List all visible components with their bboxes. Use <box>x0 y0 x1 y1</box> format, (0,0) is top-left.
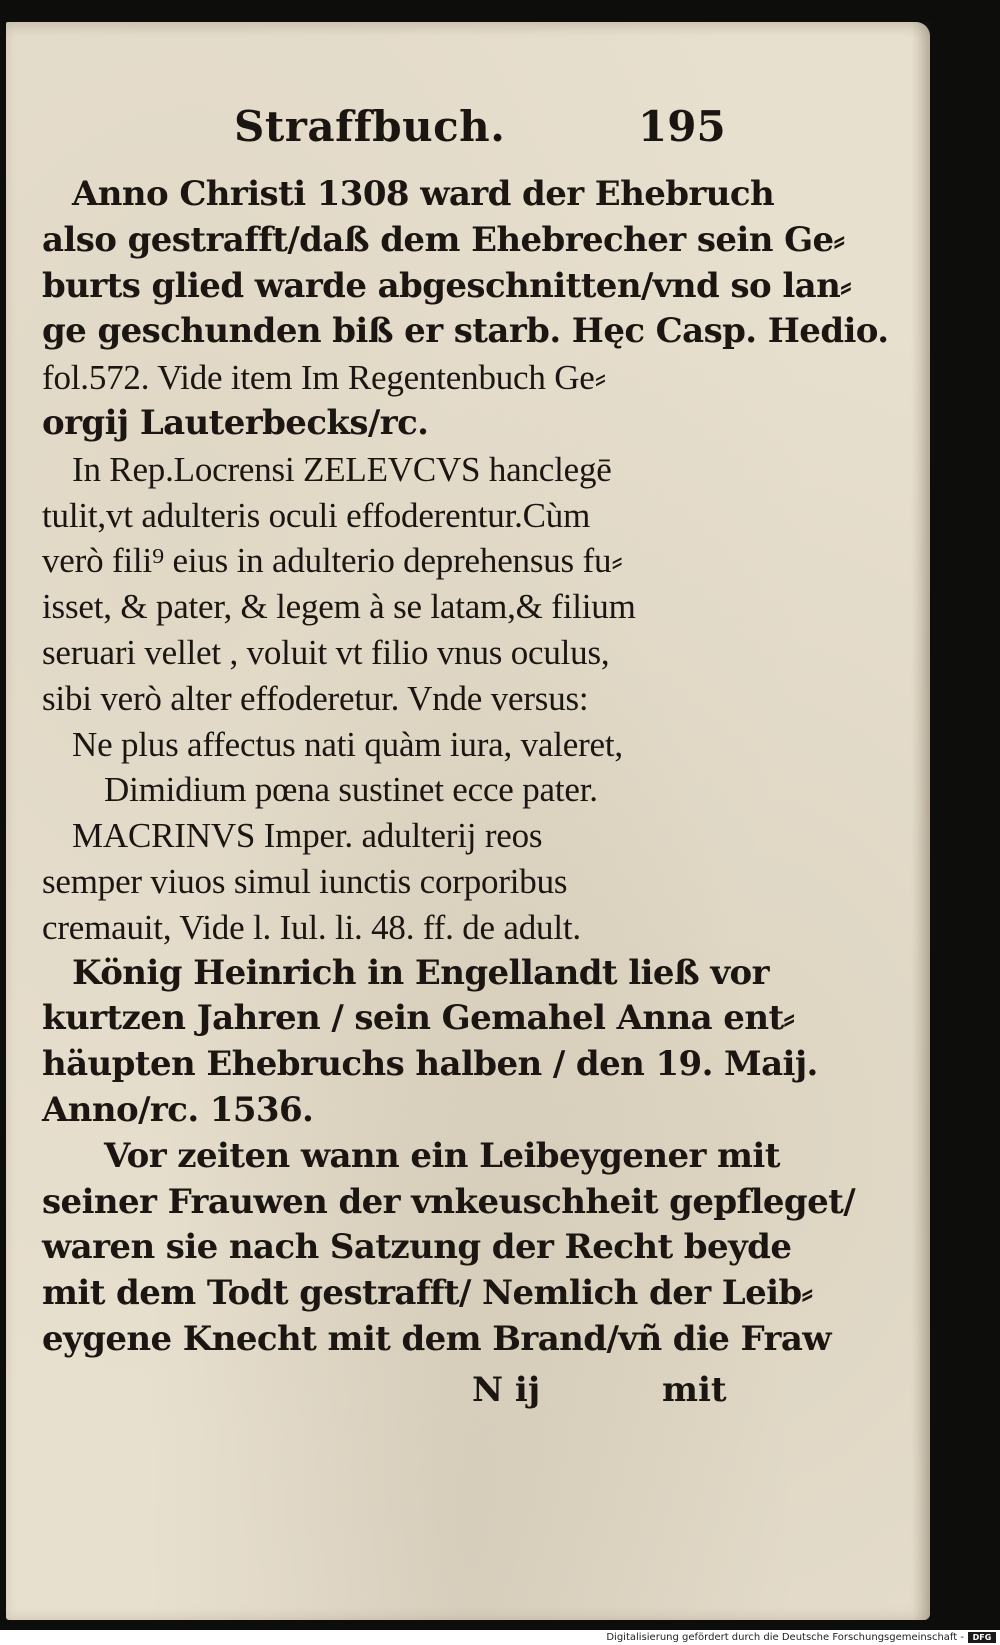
text-line: isset, & pater, & legem à se latam,& filium <box>42 587 636 627</box>
dfg-logo: DFG <box>968 1632 996 1643</box>
text-line: sibi verò alter effoderetur. Vnde versus: <box>42 678 589 718</box>
digitization-credit: Digitalisierung gefördert durch die Deutsche Forschungsgemeinschaft - <box>606 1632 964 1643</box>
catchword: mit <box>662 1370 727 1410</box>
text-line: waren sie nach Satzung der Recht beyde <box>42 1227 792 1268</box>
text-line: Dimidium pœna sustinet ecce pater. <box>104 770 598 810</box>
page-edge-shadow <box>912 22 930 1620</box>
digitization-footer <box>0 1630 1000 1645</box>
text-line: seruari vellet , voluit vt filio vnus oculus, <box>42 632 610 672</box>
book-page <box>6 22 930 1620</box>
text-line: häupten Ehebruchs halben / den 19. Maij. <box>42 1044 818 1085</box>
signature-mark: N ij <box>472 1370 541 1410</box>
text-line: Anno/rc. 1536. <box>42 1089 314 1130</box>
text-line: Anno Christi 1308 ward der Ehebruch <box>72 174 775 214</box>
text-line: eygene Knecht mit dem Brand/vñ die Fraw <box>42 1318 831 1359</box>
body-text <box>42 172 889 1363</box>
text-line: ge geschunden biß er starb. Hęc Casp. Hedio. <box>42 311 889 352</box>
text-line: cremauit, Vide l. Iul. li. 48. ff. de adult. <box>42 907 581 947</box>
text-line: also gestrafft/daß dem Ehebrecher sein Ge⸗ <box>42 219 845 260</box>
text-line: kurtzen Jahren / sein Gemahel Anna ent⸗ <box>42 998 795 1039</box>
signature-line <box>42 1367 742 1413</box>
text-line: fol.572. Vide item Im Regentenbuch Ge⸗ <box>42 358 607 398</box>
text-line: mit dem Todt gestrafft/ Nemlich der Leib⸗ <box>42 1273 813 1314</box>
text-line: Ne plus affectus nati quàm iura, valeret, <box>72 724 623 764</box>
text-line: seiner Frauwen der vnkeuschheit gepfleget/ <box>42 1181 856 1222</box>
text-line: tulit,vt adulteris oculi effoderentur.Cùm <box>42 495 591 535</box>
text-line: orgij Lauterbecks/rc. <box>42 402 429 443</box>
text-line: König Heinrich in Engellandt ließ vor <box>72 952 769 993</box>
text-line: semper viuos simul iunctis corporibus <box>42 861 568 901</box>
running-head <box>6 102 930 162</box>
running-title: Straffbuch. <box>234 102 506 151</box>
page-number: 195 <box>638 102 726 151</box>
text-line: Vor zeiten wann ein Leibeygener mit <box>104 1135 780 1176</box>
text-line: burts glied warde abgeschnitten/vnd so lan⸗ <box>42 265 851 306</box>
text-line: In Rep.Locrensi ZELEVCVS hanclegē <box>72 449 612 489</box>
text-line: verò fili⁹ eius in adulterio deprehensus fu⸗ <box>42 541 623 581</box>
text-line: MACRINVS Imper. adulterij reos <box>72 816 543 856</box>
